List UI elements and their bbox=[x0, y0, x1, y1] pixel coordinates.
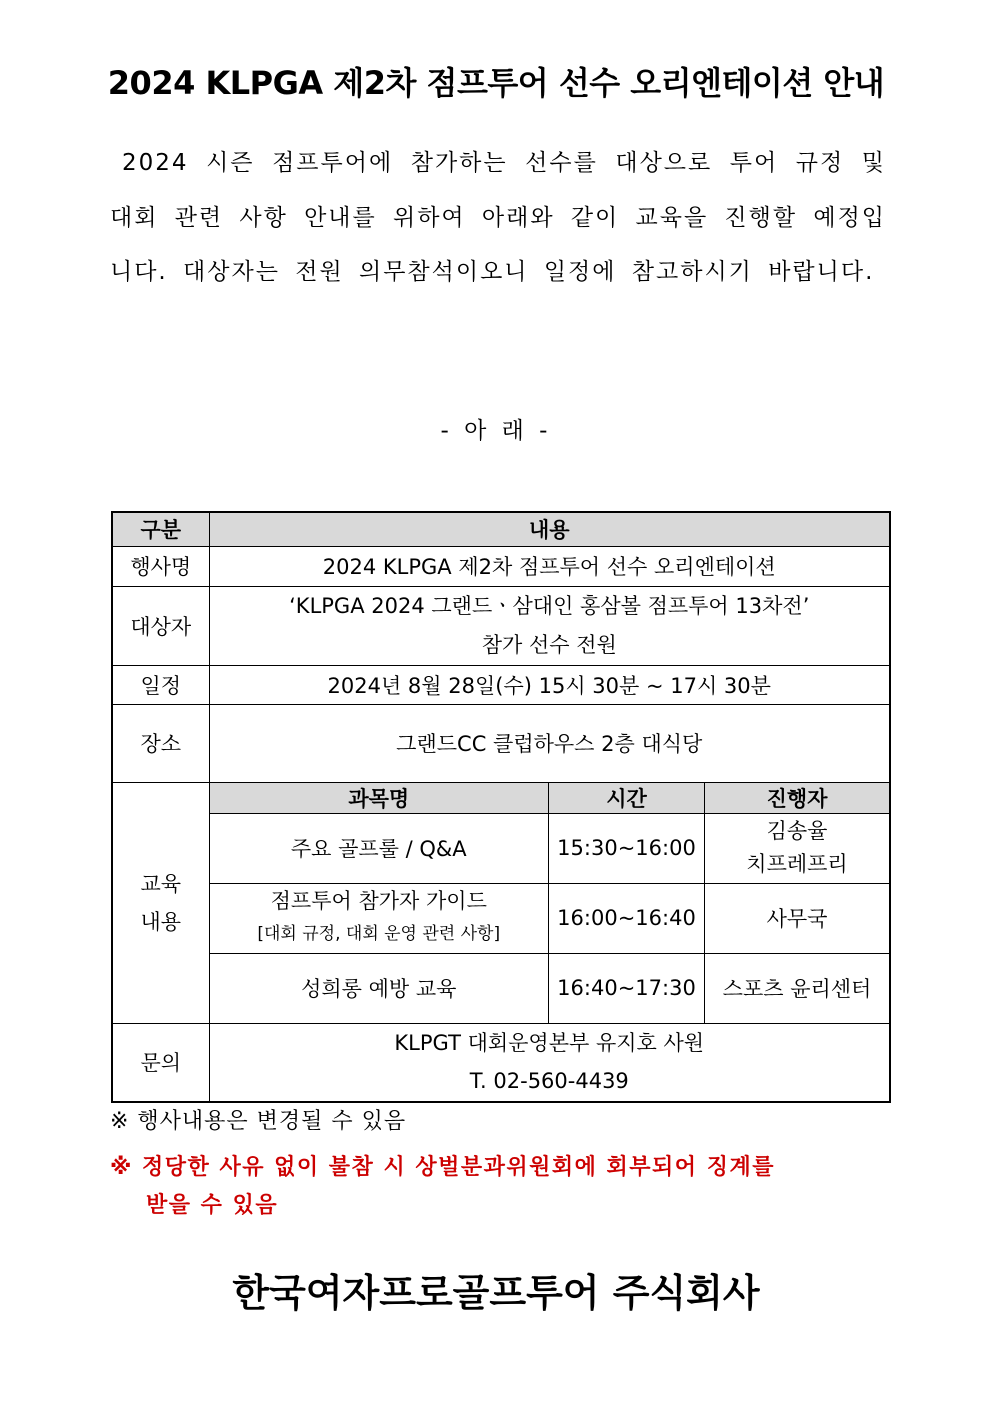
presenter-line2: 치프레프리 bbox=[746, 852, 848, 876]
target-label: 대상자 bbox=[112, 586, 209, 665]
education-label bbox=[112, 782, 209, 1024]
table-row bbox=[210, 953, 890, 1023]
subject-header: 과목명 bbox=[210, 783, 549, 814]
place-value: 그랜드CC 클럽하우스 2층 대식당 bbox=[209, 704, 890, 782]
subject-cell bbox=[210, 883, 549, 953]
education-table bbox=[210, 783, 890, 1024]
table-row bbox=[210, 813, 890, 883]
subject-cell: 주요 골프룰 / Q&A bbox=[210, 813, 549, 883]
time-cell: 15:30~16:00 bbox=[549, 813, 705, 883]
contact-line2: T. 02-560-4439 bbox=[469, 1069, 629, 1094]
contact-label: 문의 bbox=[112, 1024, 209, 1102]
notes bbox=[110, 1104, 775, 1225]
education-label-line1: 교육 bbox=[140, 871, 182, 896]
event-label: 행사명 bbox=[112, 546, 209, 586]
time-cell: 16:40~17:30 bbox=[549, 953, 705, 1023]
company-name: 한국여자프로골프투어 주식회사 bbox=[232, 1271, 760, 1315]
presenter-cell: 스포츠 윤리센터 bbox=[705, 953, 890, 1023]
schedule-label: 일정 bbox=[112, 665, 209, 704]
table-row bbox=[210, 883, 890, 953]
note-change: ※ 행사내용은 변경될 수 있음 bbox=[110, 1109, 407, 1134]
time-header: 시간 bbox=[549, 783, 705, 814]
schedule-value: 2024년 8월 28일(수) 15시 30분 ~ 17시 30분 bbox=[209, 665, 890, 704]
header-category: 구분 bbox=[112, 512, 209, 546]
target-line2: 참가 선수 전원 bbox=[481, 632, 617, 657]
event-value: 2024 KLPGA 제2차 점프투어 선수 오리엔테이션 bbox=[209, 546, 890, 586]
info-table bbox=[111, 511, 891, 1103]
subject-cell: 성희롱 예방 교육 bbox=[210, 953, 549, 1023]
education-cell bbox=[209, 782, 890, 1024]
education-label-line2: 내용 bbox=[140, 909, 182, 934]
note-warning bbox=[110, 1149, 775, 1225]
presenter-cell bbox=[705, 813, 890, 883]
subject-sub: [대회 규정, 대회 운영 관련 사항] bbox=[257, 924, 501, 944]
header-content: 내용 bbox=[209, 512, 890, 546]
presenter-line1: 김송율 bbox=[766, 819, 828, 843]
intro-paragraph bbox=[110, 136, 886, 300]
page-title: 2024 KLPGA 제2차 점프투어 선수 오리엔테이션 안내 bbox=[107, 64, 885, 102]
note-warning-line1: ※ 정당한 사유 없이 불참 시 상벌분과위원회에 회부되어 징계를 bbox=[110, 1155, 775, 1180]
section-marker: - 아 래 - bbox=[440, 418, 552, 444]
presenter-header: 진행자 bbox=[705, 783, 890, 814]
intro-text: 2024 시즌 점프투어에 참가하는 선수를 대상으로 투어 규정 및 대회 관련 사항 안내를 위하여 아래와 같이 교육을 진행할 예정입니다. 대상자는 전원 의무참석이오니 일정에 참고하시기 바랍니다. bbox=[110, 150, 886, 285]
note-warning-line2: 받을 수 있음 bbox=[146, 1193, 279, 1218]
contact-value bbox=[209, 1024, 890, 1102]
place-label: 장소 bbox=[112, 704, 209, 782]
contact-line1: KLPGT 대회운영본부 유지호 사원 bbox=[394, 1031, 705, 1056]
target-value bbox=[209, 586, 890, 665]
presenter-cell: 사무국 bbox=[705, 883, 890, 953]
time-cell: 16:00~16:40 bbox=[549, 883, 705, 953]
target-line1: ‘KLPGA 2024 그랜드ㆍ삼대인 홍삼볼 점프투어 13차전’ bbox=[289, 593, 810, 618]
subject-main: 점프투어 참가자 가이드 bbox=[270, 889, 487, 913]
